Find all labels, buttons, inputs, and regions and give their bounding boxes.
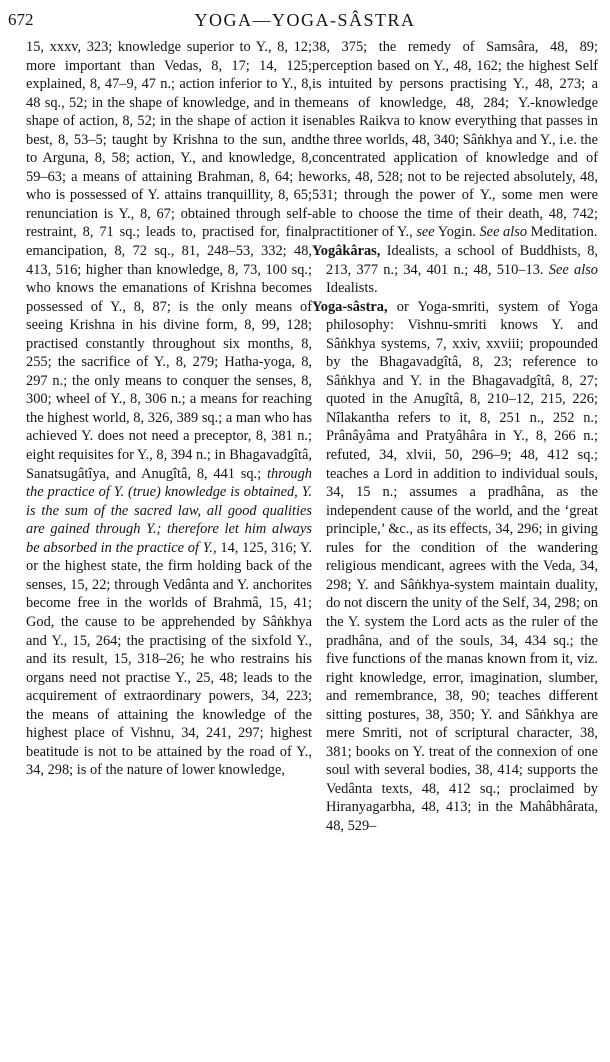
entry-body: or Yoga-smriti, system of Yoga philosophy: Vishnu-smriti knows Y. and Sâṅkhya systems, 7, xxiv, xxviii; propounded by the Bhagavadgîtâ, 8, 23; reference to Sâṅkhya and Y. in the Bhagavadgîtâ, 8, 27; quoted in the Anugîtâ, 8, 210–12, 215, 226; Nîlakantha refers to it, 8, 251 n., 252 n.; Prânâyâma and Pratyâhâra in Y., 8, 266 n.; refuted, 34, xlvii, 50, 296–9; 48, 412 sq.; teaches a Lord in addition to individual souls, 34, 15 n.; assumes a pradhâna, as the independent cause of the world, and the ‘great principle,’ &c., as its effects, 34, 296; in giving rules for the condition of the wandering religious mendicant, agrees with the Veda, 34, 298; Y. and Sâṅkhya-system maintain duality, do not discern the unity of the Self, 34, 298; on the Y. system the Lord acts as the ruler of the pradhâna, and of the souls, 34, 434 sq.; the five functions of the manas known from it, viz. right knowledge, error, imagination, slumber, and remembrance, 38, 90; teaches different sitting postures, 38, 350; Y. and Sâṅkhya are mere Smriti, not of scriptural character, 38, 381; books on Y. treat of the connexion of one soul with several bodies, 38, 414; supports the Vedânta texts, 48, 412 sq.; proclaimed by Hiranyagarbha, 48, 413; in the Mahâbhârata, 48, 529–: [326, 298, 598, 834]
index-text: 38, 375; the remedy of Samsâra, 48, 89; perception based on Y., 48, 162; the highest Self is intuited by persons practising Y., 48, 273; a means of knowledge, 48, 284; Y.-knowledge enables Raikva to know everything that passes in the three worlds, 48, 340; Sâṅkhya and Y., i.e. the concentrated application of knowledge and of works, 48, 528; not to be rejected absolutely, 48, 531; through the power of Y., some men were able to choose the time of their death, 48, 742; practitioner of Y.,: [312, 39, 598, 241]
entry-headword: Yoga-sâstra,: [312, 298, 388, 315]
cross-reference: Yogin.: [434, 224, 480, 241]
right-column: [312, 38, 598, 836]
index-entry-yoga-sastra: [312, 298, 598, 836]
left-column: [26, 38, 312, 780]
entry-headword: Yogâkâras,: [312, 243, 381, 260]
running-head: YOGA—YOGA-SÂSTRA: [194, 10, 416, 30]
see-also-reference: See also: [479, 224, 528, 241]
entry-body: Idealists, a school of Buddhists, 8, 213, 377 n.; 34, 401 n.; 48, 510–13.: [326, 243, 598, 278]
italic-quotation: through the practice of Y. (true) knowledge is obtained, Y. is the sum of the sacred law, all good qualities are gained through Y.; therefore let him always be absorbed in the practice of Y.,: [26, 465, 312, 556]
cross-reference: Meditation.: [527, 224, 598, 241]
cross-reference: Idealists.: [326, 280, 378, 297]
see-reference: see: [416, 224, 435, 241]
index-text: 14, 125, 316; Y. or the highest state, the firm holding back of the senses, 15, 22; through Vedânta and Y. anchorites become free in the worlds of Brahmâ, 15, 41; God, the cause to be apprehended by Sâṅkhya and Y., 15, 264; the practising of the sixfold Y., and its result, 15, 318–26; he who restrains his organs need not practise Y., 25, 48; leads to the acquirement of extraordinary powers, 34, 223; the means of attaining the knowledge of the highest place of Vishnu, 34, 241, 297; highest beatitude is not to be attained by the road of Y., 34, 298; is of the nature of lower knowledge,: [26, 539, 312, 779]
index-text: 15, xxxv, 323; knowledge superior to Y., 8, 12; more important than Vedas, 8, 17; 14, 125; explained, 8, 47–9, 47 n.; action inferior to Y., 8, 48 sq., 52; in the shape of knowledge, and in the shape of action, 8, 52; in the shape of action it is best, 8, 53–5; taught by Krishna to the sun, and to Arguna, 8, 58; action, Y., and knowledge, 8, 59–63; a means of attaining Brahman, 8, 64; he who is possessed of Y. attains tranquillity, 8, 65; renunciation is Y., 8, 67; obtained through self-restraint, 8, 71 sq.; leads to, practised for, final emancipation, 8, 72 sq., 81, 248–53, 332; 48, 413, 516; higher than knowledge, 8, 73, 100 sq.; who knows the emanations of Krishna becomes possessed of Y., 8, 87; is the only means of seeing Krishna in his divine form, 8, 99, 128; practised constantly throughout six months, 8, 255; the sacrifice of Y., 8, 279; Hatha-yoga, 8, 297 n.; the only means to conquer the senses, 8, 300; wheel of Y., 8, 306 n.; a means for reaching the highest world, 8, 326, 389 sq.; a man who has achieved Y. does not need a preceptor, 8, 381 n.; eight requisites for Y., 8, 394 n.; in Bhagavadgîtâ, Sanatsugâtîya, and Anugîtâ, 8, 441 sq.;: [26, 39, 312, 482]
see-also-reference: See also: [548, 261, 599, 278]
page-header: [8, 10, 602, 38]
page-number: 672: [8, 10, 34, 29]
index-text-continuation: [26, 38, 312, 780]
index-text-continuation: [312, 38, 598, 242]
index-entry-yogacaras: [312, 242, 598, 298]
